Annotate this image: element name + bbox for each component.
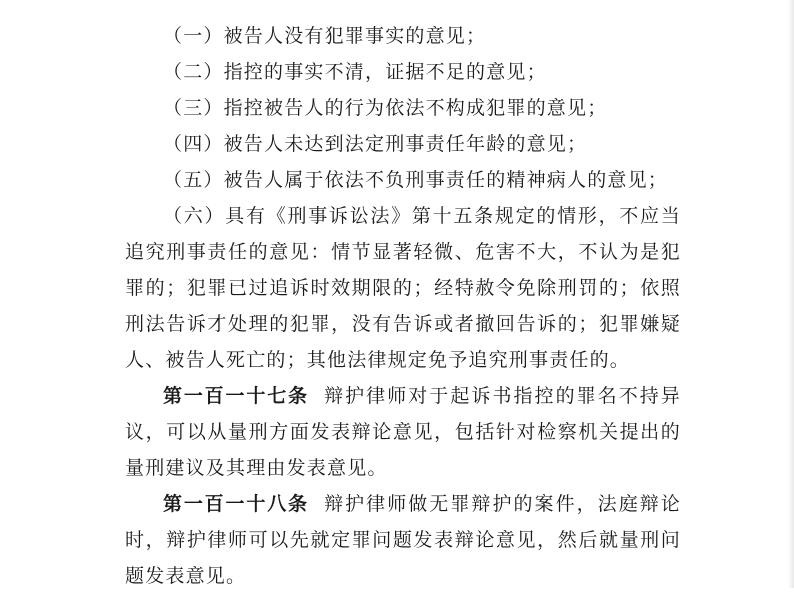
list-item: （四）被告人未达到法定刑事责任年龄的意见； <box>163 133 588 155</box>
article-body: 辩护律师做无罪辩护的案件，法庭辩论时，辩护律师可以先就定罪问题发表辩论意见，然后就量刑问题发表意见。 <box>125 493 681 587</box>
article-heading: 第一百一十七条 <box>163 385 309 407</box>
page-edge-shadow <box>788 0 794 588</box>
article-body: 辩护律师对于起诉书指控的罪名不持异议，可以从量刑方面发表辩论意见，包括针对检察机关提出的量刑建议及其理由发表意见。 <box>125 385 681 479</box>
article-118 <box>125 486 681 594</box>
document-body <box>125 18 681 594</box>
list-item: （六）具有《刑事诉讼法》第十五条规定的情形，不应当追究刑事责任的意见：情节显著轻微、危害不大，不认为是犯罪的；犯罪已过追诉时效期限的；经特赦令免除刑罚的；依照刑法告诉才处理的犯罪，没有告诉或者撤回告诉的；犯罪嫌疑人、被告人死亡的；其他法律规定免予追究刑事责任的。 <box>125 205 681 371</box>
list-item: （三）指控被告人的行为依法不构成犯罪的意见； <box>163 97 608 119</box>
list-item: （一）被告人没有犯罪事实的意见； <box>163 25 487 47</box>
list-item: （五）被告人属于依法不负刑事责任的精神病人的意见； <box>163 169 669 191</box>
article-heading: 第一百一十八条 <box>163 493 309 515</box>
article-117 <box>125 378 681 486</box>
list-item: （二）指控的事实不清，证据不足的意见； <box>163 61 547 83</box>
